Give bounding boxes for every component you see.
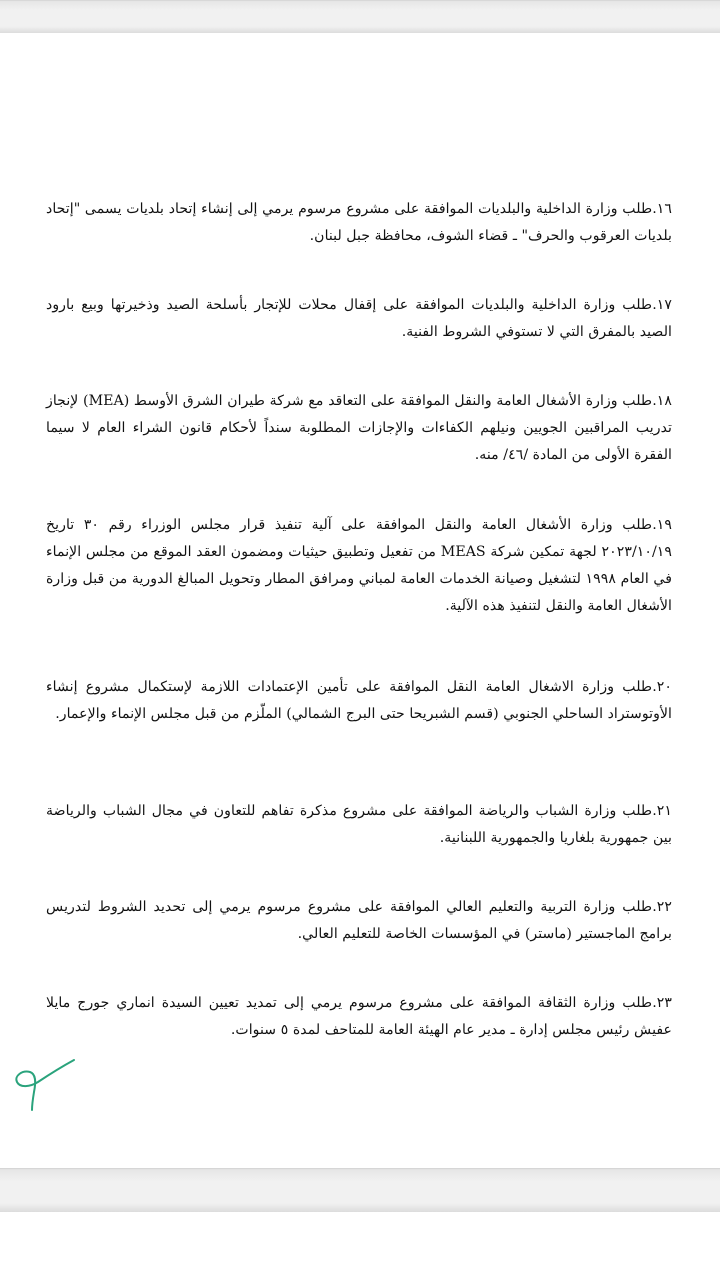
agenda-item-18 <box>46 388 672 469</box>
handwritten-signature <box>8 1052 78 1112</box>
item-number: ١٧. <box>652 297 672 313</box>
agenda-item-19 <box>46 512 672 620</box>
item-text: طلب وزارة التربية والتعليم العالي الموافقة على مشروع مرسوم يرمي إلى تحديد الشروط لتدريس برامج الماجستير (ماستر) في المؤسسات الخاصة للتعليم العالي. <box>46 899 672 942</box>
item-number: ١٨. <box>652 393 672 409</box>
agenda-item-17 <box>46 292 672 346</box>
viewer-top-bar <box>0 0 720 33</box>
item-number: ١٩. <box>652 517 672 533</box>
item-number: ١٦. <box>652 201 672 217</box>
item-number: ٢٢. <box>652 899 672 915</box>
agenda-item-16 <box>46 196 672 250</box>
item-text: طلب وزارة الأشغال العامة والنقل الموافقة على التعاقد مع شركة طيران الشرق الأوسط (MEA) لإنجاز تدريب المراقبين الجويين ونيلهم الكفاءات والإجازات المطلوبة سنداً لأحكام قانون الشراء العام لا سيما الفقرة الأولى من المادة /٤٦/ منه. <box>46 393 672 463</box>
viewer-bottom-bar <box>0 1168 720 1212</box>
item-text: طلب وزارة الثقافة الموافقة على مشروع مرسوم يرمي إلى تمديد تعيين السيدة انماري جورج مايلا عفيش رئيس مجلس إدارة ـ مدير عام الهيئة العامة للمتاحف لمدة ٥ سنوات. <box>46 995 672 1038</box>
item-text: طلب وزارة الاشغال العامة النقل الموافقة على تأمين الإعتمادات اللازمة لإستكمال مشروع إنشاء الأوتوستراد الساحلي الجنوبي (قسم الشبريحا حتى البرج الشمالي) الملّزم من قبل مجلس الإنماء والإعمار. <box>46 679 672 722</box>
item-number: ٢٣. <box>652 995 672 1011</box>
item-number: ٢١. <box>652 803 672 819</box>
agenda-item-20 <box>46 674 672 728</box>
agenda-item-21 <box>46 798 672 852</box>
item-number: ٢٠. <box>652 679 672 695</box>
agenda-item-22 <box>46 894 672 948</box>
item-text: طلب وزارة الشباب والرياضة الموافقة على مشروع مذكرة تفاهم للتعاون في مجال الشباب والرياضة بين جمهورية بلغاريا والجمهورية اللبنانية. <box>46 803 672 846</box>
item-text: طلب وزارة الداخلية والبلديات الموافقة على إقفال محلات للإتجار بأسلحة الصيد وذخيرتها وبيع بارود الصيد بالمفرق التي لا تستوفي الشروط الفنية. <box>46 297 672 340</box>
item-text: طلب وزارة الداخلية والبلديات الموافقة على مشروع مرسوم يرمي إلى إنشاء إتحاد بلديات يسمى "إتحاد بلديات العرقوب والحرف" ـ قضاء الشوف، محافظة جبل لبنان. <box>46 201 672 244</box>
item-text: طلب وزارة الأشغال العامة والنقل الموافقة على آلية تنفيذ قرار مجلس الوزراء رقم ٣٠ تاريخ ٢٠٢٣/١٠/١٩ لجهة تمكين شركة MEAS من تفعيل وتطبيق حيثيات ومضمون العقد الموقع من مجلس الإنماء في العام ١٩٩٨ لتشغيل وصيانة الخدمات العامة لمباني ومرافق المطار وتحويل المبالغ الدورية من قبل وزارة الأشغال العامة والنقل لتنفيذ هذه الآلية. <box>46 517 672 614</box>
agenda-item-23 <box>46 990 672 1044</box>
signature-stroke <box>16 1060 74 1110</box>
